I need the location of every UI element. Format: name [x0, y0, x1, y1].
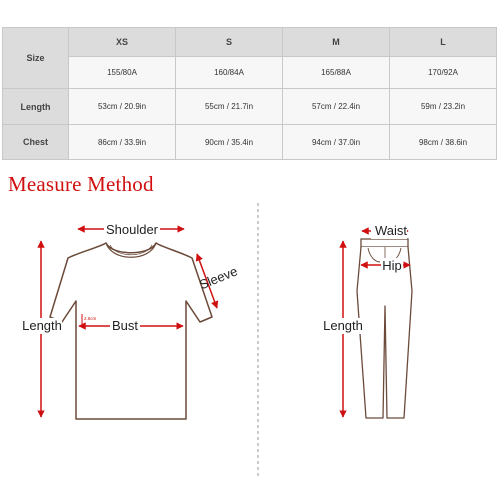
measure-diagram: [0, 195, 500, 500]
size-code-xs: 155/80A: [69, 57, 176, 89]
length-row-header: Length: [3, 89, 69, 125]
size-row-header: Size: [3, 28, 69, 89]
chest-s: 90cm / 35.4in: [176, 125, 283, 160]
size-header-xs: XS: [69, 28, 176, 57]
small-mark-label: 2.5cm: [84, 316, 97, 321]
length-l: 59m / 23.2in: [390, 89, 497, 125]
chest-xs: 86cm / 33.9in: [69, 125, 176, 160]
length-xs: 53cm / 20.9in: [69, 89, 176, 125]
waist-label: Waist: [374, 223, 408, 238]
size-table: [2, 27, 497, 160]
measure-method-title: Measure Method: [8, 172, 154, 196]
hip-label: Hip: [382, 258, 402, 273]
table-row: [3, 125, 497, 160]
chest-row-header: Chest: [3, 125, 69, 160]
size-header-m: M: [283, 28, 390, 57]
shoulder-label: Shoulder: [105, 222, 159, 237]
sleeve-label: Sleeve: [197, 263, 240, 293]
size-header-s: S: [176, 28, 283, 57]
shirt-length-label: Length: [22, 318, 62, 333]
chest-l: 98cm / 38.6in: [390, 125, 497, 160]
size-code-m: 165/88A: [283, 57, 390, 89]
bust-label: Bust: [111, 318, 139, 333]
size-header-l: L: [390, 28, 497, 57]
length-m: 57cm / 22.4in: [283, 89, 390, 125]
pants-length-label: Length: [323, 318, 363, 333]
size-code-s: 160/84A: [176, 57, 283, 89]
size-code-l: 170/92A: [390, 57, 497, 89]
chest-m: 94cm / 37.0in: [283, 125, 390, 160]
table-row: [3, 89, 497, 125]
length-s: 55cm / 21.7in: [176, 89, 283, 125]
